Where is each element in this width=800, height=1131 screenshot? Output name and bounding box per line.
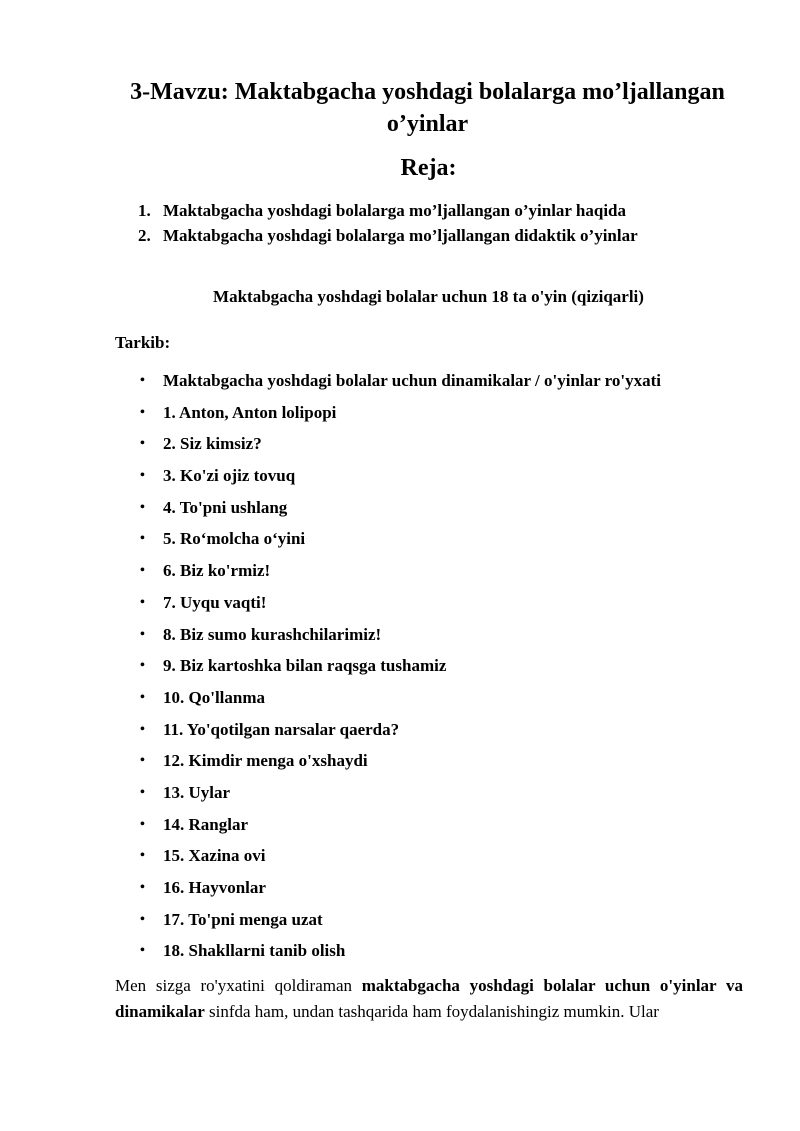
contents-list-item xyxy=(115,653,755,685)
contents-item-text: Maktabgacha yoshdagi bolalar uchun dinamikalar / o'yinlar ro'yxati xyxy=(163,371,661,390)
section-subtitle: Maktabgacha yoshdagi bolalar uchun 18 ta o'yin (qiziqarli) xyxy=(213,287,644,306)
bullet-icon: • xyxy=(140,689,145,705)
contents-heading: Tarkib: xyxy=(115,333,171,352)
contents-list-item xyxy=(115,843,755,875)
contents-list-item xyxy=(115,812,755,844)
contents-list-item xyxy=(115,495,755,527)
contents-list-item xyxy=(115,875,755,907)
contents-item-text: 15. Xazina ovi xyxy=(163,846,266,866)
contents-item-text: 8. Biz sumo kurashchilarimiz! xyxy=(163,624,382,644)
contents-list-item xyxy=(115,431,755,463)
paragraph-bold-text: maktabgacha yoshdagi bolalar uchun o'yinlar va dinamikalar xyxy=(115,976,743,1021)
list-number: 1. xyxy=(138,201,151,220)
contents-list-item xyxy=(115,717,755,749)
bullet-icon: • xyxy=(140,626,145,642)
contents-list-item xyxy=(115,780,755,812)
bullet-icon: • xyxy=(140,404,145,420)
bullet-icon: • xyxy=(140,911,145,927)
bullet-icon: • xyxy=(140,436,145,452)
paragraph-text: Men sizga ro'yxatini qoldiraman xyxy=(115,976,362,995)
page-title: 3-Mavzu: Maktabgacha yoshdagi bolalarga mo’ljallangan o’yinlar xyxy=(130,79,725,137)
bullet-icon: • xyxy=(140,753,145,769)
bullet-icon: • xyxy=(140,531,145,547)
list-item-text: Maktabgacha yoshdagi bolalarga mo’ljallangan o’yinlar haqida xyxy=(163,201,627,220)
bullet-icon: • xyxy=(140,880,145,895)
bullet-icon: • xyxy=(140,721,145,737)
contents-item-text: 5. Ro‘molcha o‘yini xyxy=(163,529,306,549)
bullet-icon: • xyxy=(140,594,145,610)
contents-item-text: 17. To'pni menga uzat xyxy=(163,909,323,929)
contents-item-text: 14. Ranglar xyxy=(163,814,248,834)
contents-list-item xyxy=(115,938,755,970)
contents-list-item xyxy=(115,907,755,939)
contents-item-text: 4. To'pni ushlang xyxy=(163,497,288,517)
contents-list-item xyxy=(115,368,755,400)
bullet-icon: • xyxy=(140,784,145,800)
contents-list-item xyxy=(115,400,755,432)
contents-list-item xyxy=(115,590,755,622)
list-item-text: Maktabgacha yoshdagi bolalarga mo’ljallangan didaktik o’yinlar xyxy=(163,226,638,245)
paragraph-text: sinfda ham, undan tashqarida ham foydalanishingiz mumkin. Ular xyxy=(204,1002,659,1021)
list-item xyxy=(138,198,758,223)
list-number: 2. xyxy=(138,226,151,245)
list-item xyxy=(138,223,758,248)
contents-item-text: 13. Uylar xyxy=(163,782,231,802)
bullet-icon: • xyxy=(140,848,145,864)
bullet-icon: • xyxy=(140,943,145,959)
contents-item-text: 6. Biz ko'rmiz! xyxy=(163,561,271,581)
contents-list-item xyxy=(115,685,755,717)
bullet-icon: • xyxy=(140,658,145,674)
contents-item-text: 10. Qo'llanma xyxy=(163,687,266,707)
plan-heading: Reja: xyxy=(400,155,457,181)
contents-list-item xyxy=(115,622,755,654)
contents-list-item xyxy=(115,463,755,495)
contents-item-text: 1. Anton, Anton lolipopi xyxy=(163,402,337,422)
contents-item-text: 11. Yo'qotilgan narsalar qaerda? xyxy=(163,719,400,739)
contents-list-item xyxy=(115,526,755,558)
contents-item-text: 9. Biz kartoshka bilan raqsga tushamiz xyxy=(163,656,447,676)
contents-item-text: 16. Hayvonlar xyxy=(163,878,266,897)
bullet-icon: • xyxy=(140,499,145,515)
contents-item-text: 18. Shakllarni tanib olish xyxy=(163,941,346,961)
bullet-icon: • xyxy=(140,468,145,484)
contents-item-text: 7. Uyqu vaqti! xyxy=(163,592,267,612)
contents-list-item xyxy=(115,748,755,780)
bullet-icon: • xyxy=(140,563,145,579)
plan-list xyxy=(138,198,758,248)
bullet-icon: • xyxy=(140,373,145,388)
contents-item-text: 3. Ko'zi ojiz tovuq xyxy=(163,466,296,486)
contents-list-item xyxy=(115,558,755,590)
contents-item-text: 12. Kimdir menga o'xshaydi xyxy=(163,751,368,771)
contents-item-text: 2. Siz kimsiz? xyxy=(163,434,262,454)
bullet-icon: • xyxy=(140,816,145,832)
body-paragraph xyxy=(115,973,743,1025)
contents-list xyxy=(115,368,755,970)
